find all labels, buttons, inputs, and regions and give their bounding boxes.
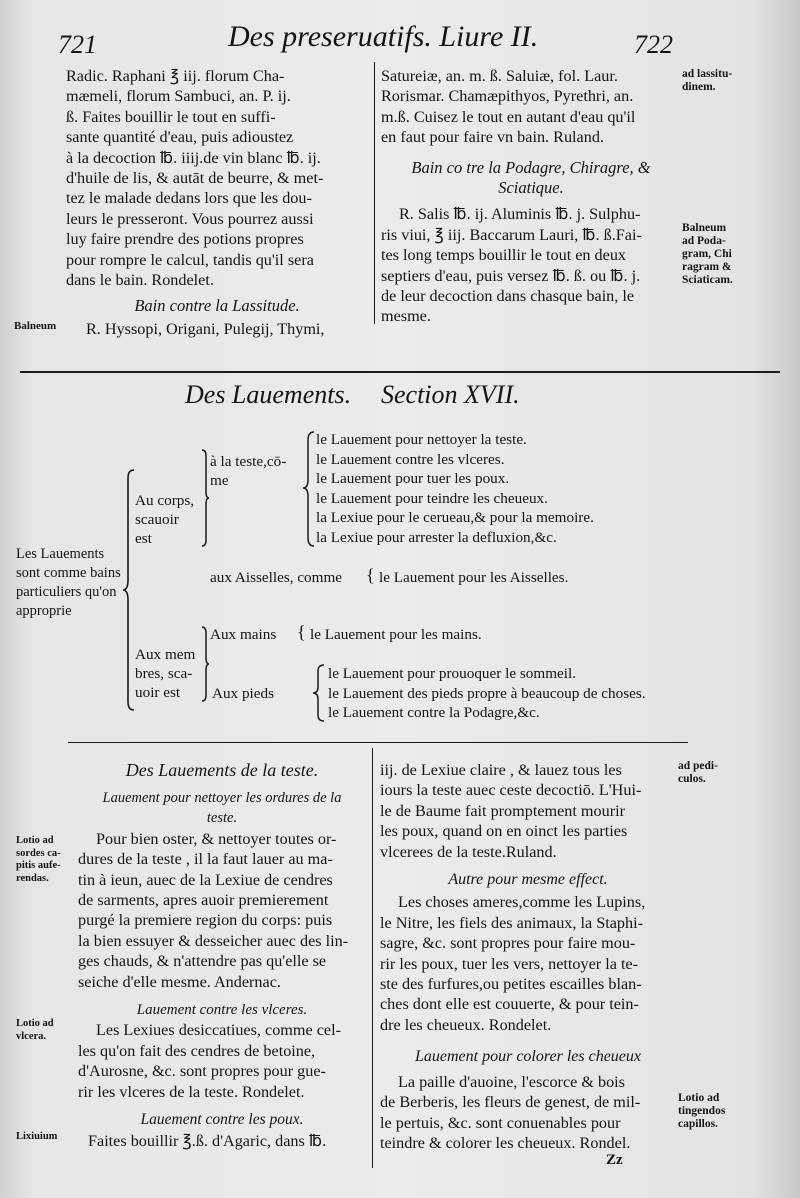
text-line: sante quantité d'eau, puis adioustez — [66, 128, 294, 147]
section-title: Des Lauements. — [185, 380, 352, 409]
teste-item: la Lexiue pour le cerueau,& pour la memoire. — [316, 509, 594, 526]
text-line: dures de la teste , il la faut lauer au ma- — [78, 850, 333, 869]
text-line: rir les poux, tuer les vers, nettoyer la te- — [380, 954, 639, 973]
text-line: tes long temps bouillir le tout en deux — [381, 246, 627, 265]
text-line: la bien essuyer & desseicher auec des lin- — [78, 931, 349, 950]
tree-a-la-teste: à la teste,cō- me — [210, 453, 287, 489]
text-line: dans le bain. Rondelet. — [66, 271, 214, 290]
text-line: de leur decoction dans chasque bain, le — [381, 287, 635, 306]
text-line: iij. de Lexiue claire , & lauez tous les — [380, 761, 622, 779]
section-rule — [20, 371, 780, 373]
running-title: Des preseruatifs. Liure II. — [228, 20, 539, 53]
pieds-item: le Lauement des pieds propre à beaucoup de choses. — [328, 684, 646, 702]
signature-mark: Zz — [606, 1152, 623, 1168]
text-line: ris viui, ℥ iij. Baccarum Lauri, ℔. ß.Fai- — [381, 225, 642, 244]
pieds-brace — [312, 663, 326, 729]
top-left-paragraph — [66, 66, 368, 290]
text-line: Les Lexiues desiccatiues, comme cel- — [96, 1021, 341, 1040]
margin-note-capillos: Lotio ad tingendos capillos. — [678, 1092, 726, 1130]
subhead-nettoyer: Lauement pour nettoyer les ordures de la — [102, 790, 342, 806]
column-divider-bottom — [372, 748, 373, 1168]
teste-items-list — [316, 430, 594, 547]
teste-item: le Lauement pour teindre les cheueux. — [316, 489, 548, 507]
text-line: ste des furfures,ou petites escailles blan- — [380, 975, 642, 994]
aisselles-item: le Lauement pour les Aisselles. — [379, 569, 569, 586]
subhead-colorer: Lauement pour colorer les cheueux — [414, 1048, 641, 1066]
text-line: en faut pour faire vn bain. Ruland. — [381, 128, 604, 147]
text-line: mæmeli, florum Sambuci, an. P. ij. — [66, 87, 291, 106]
top-right-paragraph — [381, 66, 681, 148]
margin-note-lassitude: ad lassitu- dinem. — [682, 68, 733, 93]
text-line: de sarments, apres auoir premierement — [78, 891, 329, 910]
text-line: rir les vlceres de la teste. Rondelet. — [78, 1082, 305, 1101]
text-line: pour rompre le calcul, tandis qu'il sera — [66, 250, 314, 269]
text-line: luy faire prendre des potions propres — [66, 230, 304, 249]
text-line: les poux, quand on en oinct les parties — [380, 822, 628, 841]
bottom-left-column — [78, 758, 366, 1151]
teste-brace — [302, 430, 316, 554]
bottom-right-column — [380, 760, 676, 1153]
lower-rule — [68, 742, 688, 743]
mains-item: le Lauement pour les mains. — [310, 626, 482, 643]
top-right-paragraph-2 — [381, 204, 681, 326]
tree-aux-membres: Aux mem bres, sca- uoir est — [135, 646, 196, 701]
text-line: à la decoction ℔. iiij.de vin blanc ℔. ij. — [66, 148, 321, 167]
paragraph-vlceres — [78, 1020, 366, 1102]
text-line: m.ß. Cuisez le tout en autant d'eau qu'il — [381, 107, 636, 126]
text-line: La paille d'auoine, l'escorce & bois — [398, 1072, 625, 1091]
text-line: sagre, &c. sont propres pour faire mou- — [380, 934, 636, 953]
text-line: les qu'on fait des cendres de betoine, — [78, 1041, 316, 1060]
margin-note-balneum: Balneum — [14, 320, 57, 332]
subhead-sciatique: Sciatique. — [498, 178, 564, 198]
mains-brace: { — [297, 622, 306, 642]
recipe-line: R. Hyssopi, Origani, Pulegij, Thymi, — [86, 319, 325, 338]
text-line: septiers d'eau, puis versez ℔. ß. ou ℔. j. — [381, 266, 641, 285]
text-line: dre les cheueux. Rondelet. — [380, 1015, 552, 1034]
subhead-lassitude: Bain contre la Lassitude. — [134, 296, 300, 316]
subhead-nettoyer-2: teste. — [206, 810, 238, 827]
text-line: Satureiæ, an. m. ß. Saluiæ, fol. Laur. — [381, 67, 618, 85]
subhead-autre: Autre pour mesme effect. — [448, 871, 608, 889]
text-line: tin à ieun, auec de la Lexiue de cendres — [78, 870, 333, 889]
text-line: ges chauds, & n'attendre pas qu'elle se — [78, 952, 327, 971]
margin-note-lixiuium: Lixiuium — [16, 1131, 58, 1142]
tree-aux-mains: Aux mains — [210, 626, 277, 643]
pieds-item: le Lauement pour prouoquer le sommeil. — [328, 665, 576, 682]
text-line: de Berberis, les fleurs de genest, de mil- — [380, 1093, 641, 1112]
pieds-item: le Lauement contre la Podagre,&c. — [328, 704, 540, 721]
margin-note-sordes: Lotio ad sordes ca- pitis aufe- rendas. — [16, 835, 61, 884]
text-line: vlcerees de la teste.Ruland. — [380, 842, 557, 861]
text-line: d'huile de lis, & autāt de beurre, & met- — [66, 169, 324, 188]
text-line: leurs le presseront. Vous pourrez aussi — [66, 209, 314, 228]
text-line: Radic. Raphani ℥ iij. florum Cha- — [66, 67, 285, 85]
text-line: tez le malade dedans lors que les dou- — [66, 189, 312, 208]
text-line: le Nitre, les fiels des animaux, la Staphi- — [380, 913, 643, 932]
tree-root: Les Lauements sont comme bains particuliers qu'on approprie — [16, 546, 121, 619]
text-line: d'Aurosne, &c. sont propres pour gue- — [78, 1062, 326, 1081]
paragraph-poux-suite — [380, 760, 676, 862]
text-line: R. Salis ℔. ij. Aluminis ℔. j. Sulphu- — [399, 205, 641, 224]
subhead-vlceres: Lauement contre les vlceres. — [136, 1002, 308, 1019]
teste-item: le Lauement pour tuer les poux. — [316, 470, 510, 487]
column-divider-top — [374, 62, 375, 324]
text-line: le de Baume fait promptement mourir — [380, 801, 625, 820]
top-left-column — [66, 66, 368, 339]
text-line: iours la teste auec ceste decoctiō. L'Hui- — [380, 781, 642, 800]
tree-aux-pieds: Aux pieds — [212, 685, 275, 702]
text-line: ß. Faites bouillir le tout en suffi- — [66, 107, 276, 126]
paragraph-poux-line: Faites bouillir ℥.ß. d'Agaric, dans ℔. — [88, 1131, 327, 1150]
root-brace — [122, 468, 136, 715]
text-line: seiche d'elle mesme. Andernac. — [78, 972, 281, 991]
text-line: purgé la premiere region du corps: puis — [78, 911, 333, 930]
margin-note-vlcera: Lotio ad vlcera. — [16, 1018, 54, 1042]
page-number-right: 722 — [634, 30, 673, 59]
text-line: ches dont elle est couuerte, & pour tein- — [380, 995, 639, 1014]
text-line: mesme. — [381, 307, 431, 326]
margin-note-pediculos: ad pedi- culos. — [678, 760, 718, 785]
paragraph-autre — [380, 892, 676, 1035]
tree-au-corps: Au corps, scauoir est — [135, 492, 195, 547]
margin-note-podagram: Balneum ad Poda- gram, Chi ragram & Sciaticam. — [682, 222, 733, 286]
paragraph-nettoyer — [78, 829, 366, 992]
text-line: Les choses ameres,comme les Lupins, — [398, 893, 646, 912]
teste-item: le Lauement pour nettoyer la teste. — [316, 431, 527, 448]
aisselles-brace: { — [366, 565, 375, 585]
text-line: Rorismar. Chamæpithyos, Pyrethri, an. — [381, 87, 634, 106]
membres-brace — [200, 625, 210, 709]
au-corps-brace — [200, 448, 210, 554]
pieds-items-list — [328, 664, 646, 723]
text-line: teindre & colorer les cheueux. Rondel. — [380, 1133, 631, 1152]
heading-lauements-teste: Des Lauements de la teste. — [125, 760, 319, 780]
subhead-poux: Lauement contre les poux. — [140, 1111, 304, 1129]
top-right-column — [381, 66, 681, 327]
text-line: le pertuis, &c. sont conuenables pour — [380, 1113, 621, 1132]
page-number-left: 721 — [58, 30, 97, 59]
subhead-podagre: Bain co tre la Podagre, Chiragre, & — [411, 157, 651, 177]
paragraph-colorer — [380, 1072, 676, 1154]
text-line: Pour bien oster, & nettoyer toutes or- — [96, 829, 337, 848]
tree-aisselles: aux Aisselles, comme — [210, 569, 343, 586]
teste-item: la Lexiue pour arrester la defluxion,&c. — [316, 528, 557, 546]
section-number: Section XVII. — [381, 380, 520, 409]
teste-item: le Lauement contre les vlceres. — [316, 450, 505, 468]
